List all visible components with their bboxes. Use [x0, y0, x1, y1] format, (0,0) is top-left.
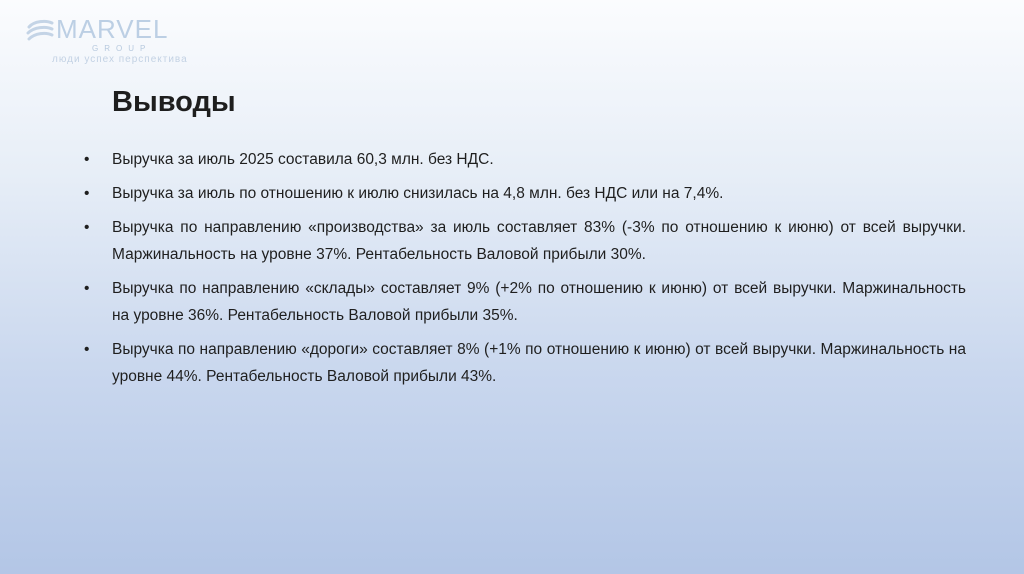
bullet-icon: • — [84, 219, 90, 236]
bullet-icon: • — [84, 341, 90, 358]
bullet-icon: • — [84, 185, 90, 202]
list-item — [84, 180, 966, 207]
logo-tagline: люди успех перспектива — [52, 54, 188, 65]
bullet-icon: • — [84, 280, 90, 297]
bullet-text: Выручка за июль по отношению к июлю снизилась на 4,8 млн. без НДС или на 7,4%. — [112, 185, 724, 202]
bullet-text: Выручка по направлению «дороги» составляет 8% (+1% по отношению к июню) от всей выручки. Маржинальность на уровне 44%. Рентабельность Валовой прибыли 43%. — [112, 341, 966, 385]
company-logo — [26, 14, 196, 70]
bullet-text: Выручка по направлению «склады» составляет 9% (+2% по отношению к июню) от всей выручки. Маржинальность на уровне 36%. Рентабельность Валовой прибыли 35%. — [112, 280, 966, 324]
logo-brand-text: MARVEL — [56, 14, 169, 44]
list-item — [84, 275, 966, 329]
conclusions-list — [84, 146, 966, 397]
list-item — [84, 214, 966, 268]
list-item — [84, 336, 966, 390]
logo-sub-text: GROUP — [92, 44, 152, 53]
marvel-swoosh-icon — [26, 17, 54, 45]
bullet-text: Выручка по направлению «производства» за июль составляет 83% (-3% по отношению к июню) от всей выручки. Маржинальность на уровне 37%. Рентабельность Валовой прибыли 30%. — [112, 219, 966, 263]
bullet-text: Выручка за июль 2025 составила 60,3 млн. без НДС. — [112, 151, 494, 168]
list-item — [84, 146, 966, 173]
bullet-icon: • — [84, 151, 90, 168]
slide-title: Выводы — [112, 86, 236, 118]
